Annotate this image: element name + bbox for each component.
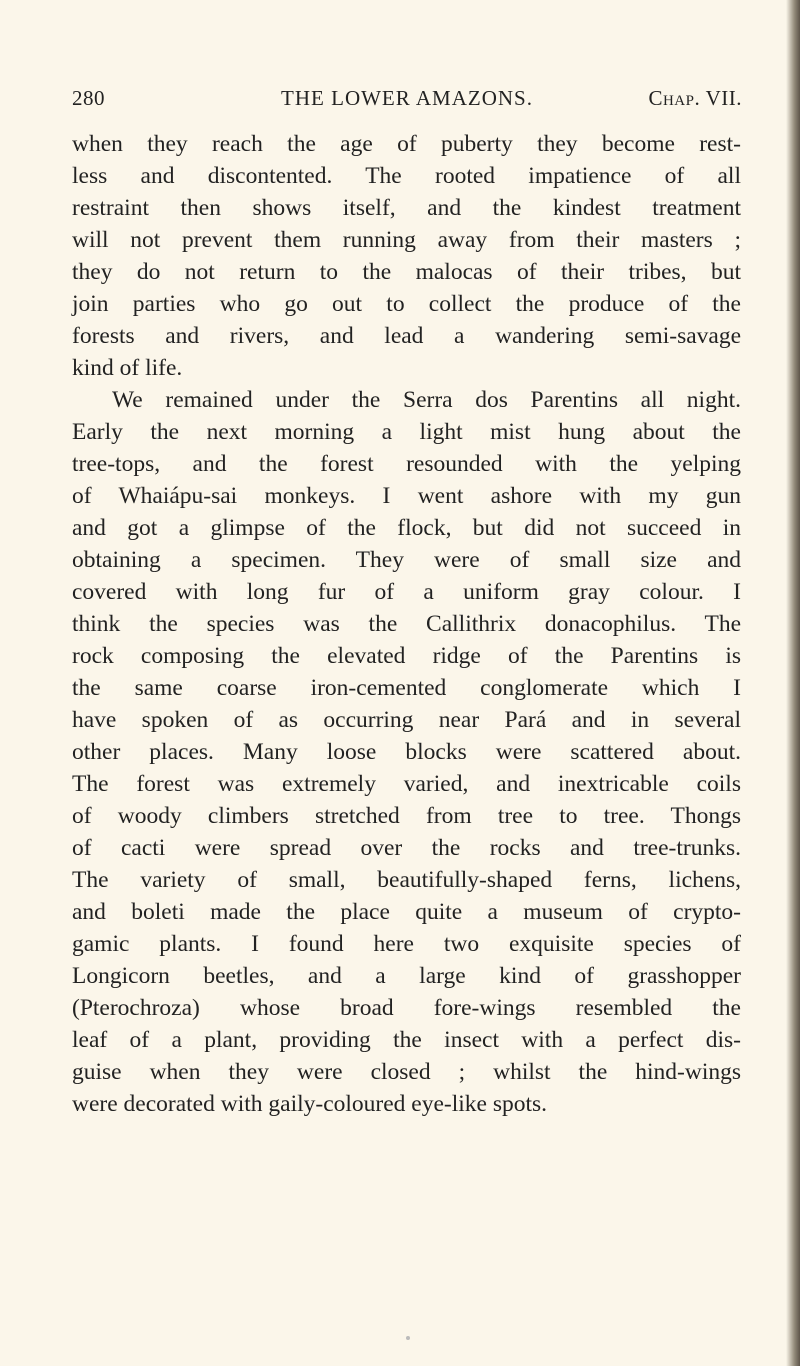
text-line: We remained under the Serra dos Parentins all night.: [112, 387, 741, 413]
text-line: of cacti were spread over the rocks and tree-trunks.: [72, 835, 741, 861]
text-line: when they reach the age of puberty they become rest-: [72, 131, 741, 157]
text-line: Longicorn beetles, and a large kind of grasshopper: [72, 963, 741, 989]
text-line: covered with long fur of a uniform gray colour. I: [72, 579, 741, 605]
chapter-label: Chap. VII.: [648, 86, 742, 110]
text-line: kind of life.: [72, 355, 183, 381]
text-line: and got a glimpse of the flock, but did not succeed in: [72, 515, 741, 541]
text-line: less and discontented. The rooted impatience of all: [72, 163, 741, 189]
stray-mark: [406, 1336, 410, 1340]
text-line: have spoken of as occurring near Pará and in several: [72, 707, 741, 733]
text-line: The variety of small, beautifully-shaped ferns, lichens,: [72, 867, 741, 893]
text-line: think the species was the Callithrix donacophilus. The: [72, 611, 741, 637]
text-line: of woody climbers stretched from tree to tree. Thongs: [72, 803, 741, 829]
text-line: and boleti made the place quite a museum of crypto-: [72, 899, 741, 925]
text-line: tree-tops, and the forest resounded with the yelping: [72, 451, 741, 477]
text-line: the same coarse iron-cemented conglomerate which I: [72, 675, 741, 701]
text-line: leaf of a plant, providing the insect with a perfect dis-: [72, 1027, 741, 1053]
text-line: of Whaiápu-sai monkeys. I went ashore with my gun: [72, 483, 741, 509]
text-line: other places. Many loose blocks were scattered about.: [72, 739, 741, 765]
text-line: The forest was extremely varied, and inextricable coils: [72, 771, 741, 797]
text-line: obtaining a specimen. They were of small size and: [72, 547, 741, 573]
page-header: [72, 86, 742, 116]
page-number: 280: [72, 86, 105, 110]
text-line: will not prevent them running away from their masters ;: [72, 227, 741, 253]
page-edge-shadow: [786, 0, 800, 1366]
text-line: rock composing the elevated ridge of the Parentins is: [72, 643, 741, 669]
text-line: guise when they were closed ; whilst the hind-wings: [72, 1059, 741, 1085]
running-title: THE LOWER AMAZONS.: [281, 86, 533, 110]
text-line: were decorated with gaily-coloured eye-like spots.: [72, 1091, 548, 1117]
text-line: forests and rivers, and lead a wandering semi-savage: [72, 323, 741, 349]
text-line: (Pterochroza) whose broad fore-wings resembled the: [72, 995, 741, 1021]
text-line: gamic plants. I found here two exquisite species of: [72, 931, 741, 957]
text-line: Early the next morning a light mist hung about the: [72, 419, 741, 445]
text-line: restraint then shows itself, and the kindest treatment: [72, 195, 741, 221]
text-line: they do not return to the malocas of their tribes, but: [72, 259, 741, 285]
body-text: [72, 128, 741, 1120]
text-line: join parties who go out to collect the produce of the: [72, 291, 741, 317]
